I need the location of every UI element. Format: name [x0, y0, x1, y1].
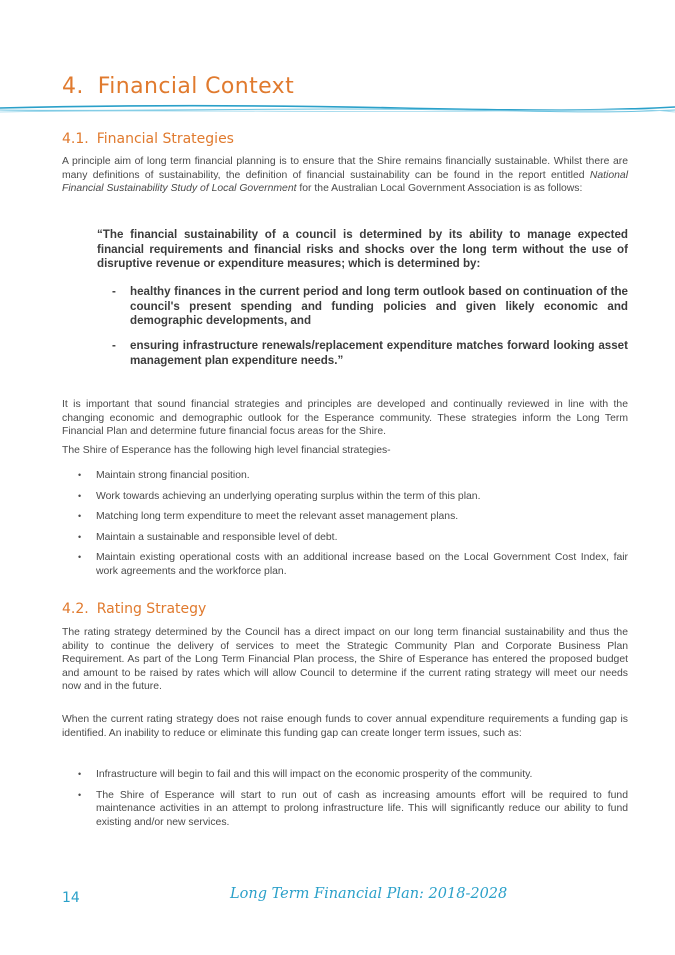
bullet-icon: •: [78, 769, 82, 779]
list-item: [78, 469, 628, 483]
dash-bullet: -: [112, 339, 116, 353]
report-title: National Financial Sustainability Study of Local Government: [62, 169, 628, 194]
intro-text: A principle aim of long term financial planning is to ensure that the Shire remains financially sustainable. Whilst there are many definitions of sustainability, the definition of financial sustainability can be found in the report entitled: [62, 156, 628, 181]
issues-list: [78, 768, 628, 829]
bullet-icon: •: [78, 490, 82, 501]
strategies-list: [78, 469, 628, 578]
list-item: [78, 510, 628, 524]
intro-text-end: for the Australian Local Government Association is as follows:: [296, 183, 583, 194]
bullet-icon: •: [78, 552, 82, 562]
subsection-title: Rating Strategy: [96, 601, 207, 617]
rating-paragraph-2: When the current rating strategy does not raise enough funds to cover annual expenditure requirements a funding gap is identified. An inability to reduce or eliminate this funding gap can create longer term issues, such as:: [62, 714, 628, 739]
quote-list: [112, 285, 628, 379]
list-item-text: The Shire of Esperance will start to run out of cash as increasing amounts effort will be required to fund maintenance activities in an attempt to prolong infrastructure life. This will significantly reduce our ability to fund existing and/or new services.: [96, 789, 628, 828]
footer-title: Long Term Financial Plan: 2018-2028: [230, 886, 508, 902]
list-item: [78, 490, 628, 504]
list-item-text: Maintain a sustainable and responsible level of debt.: [96, 531, 338, 543]
page-title: [62, 74, 294, 99]
list-item-text: Matching long term expenditure to meet the relevant asset management plans.: [96, 511, 459, 522]
list-item-text: Maintain strong financial position.: [96, 470, 250, 481]
header-wave-rule: [0, 100, 675, 120]
intro-paragraph: [62, 155, 628, 196]
bullet-icon: •: [78, 470, 82, 480]
bullet-icon: •: [78, 511, 82, 521]
quote-list-item: [112, 339, 628, 368]
subsection-number: 4.2.: [62, 601, 89, 617]
quote-item-text: healthy finances in the current period and long term outlook based on continuation of the council's present spending and funding policies and given likely economic and demographic developments, and: [130, 285, 628, 328]
section-number: 4.: [62, 74, 84, 99]
bullet-icon: •: [78, 531, 82, 542]
subsection-heading-4-1: [62, 131, 234, 147]
list-item-text: Work towards achieving an underlying operating surplus within the term of this plan.: [96, 490, 481, 502]
section-title: Financial Context: [97, 74, 295, 99]
list-item: [78, 768, 628, 782]
dash-bullet: -: [112, 285, 116, 298]
quote-list-item: [112, 285, 628, 329]
subsection-number: 4.1.: [62, 131, 89, 147]
list-item-text: Infrastructure will begin to fail and this will impact on the economic prosperity of the community.: [96, 769, 533, 780]
rating-paragraph-1: The rating strategy determined by the Council has a direct impact on our long term financial sustainability and thus the ability to continue the delivery of services to meet the Strategic Community Plan and Corporate Business Plan Requirement. As part of the Long Term Financial Plan process, the Shire of Esperance has entered the proposed budget and amount to be raised by rates which will allow Council to determine if the current rating strategy will meet our needs now and in the future.: [62, 627, 628, 692]
subsection-heading-4-2: [62, 601, 206, 617]
quote-item-text: ensuring infrastructure renewals/replacement expenditure matches forward looking asset management plan expenditure needs.”: [130, 339, 628, 367]
sustainability-quote: “The financial sustainability of a council is determined by its ability to manage expected financial requirements and financial risks and shocks over the long term without the use of disruptive revenue or expenditure measures; which is determined by:: [97, 228, 628, 271]
list-item-text: Maintain existing operational costs with an additional increase based on the Local Government Cost Index, fair work agreements and the workforce plan.: [96, 552, 628, 577]
page-number: 14: [62, 890, 80, 906]
list-item: [78, 551, 628, 578]
list-item: [78, 531, 628, 545]
bullet-icon: •: [78, 789, 82, 800]
list-item: [78, 789, 628, 830]
important-paragraph: It is important that sound financial strategies and principles are developed and continually reviewed in line with the changing economic and demographic outlook for the Esperance community. These strategies inform the Long Term Financial Plan and determine future financial focus areas for the Shire.: [62, 399, 628, 437]
subsection-title: Financial Strategies: [96, 131, 234, 147]
strategies-intro: The Shire of Esperance has the following high level financial strategies-: [62, 445, 391, 456]
